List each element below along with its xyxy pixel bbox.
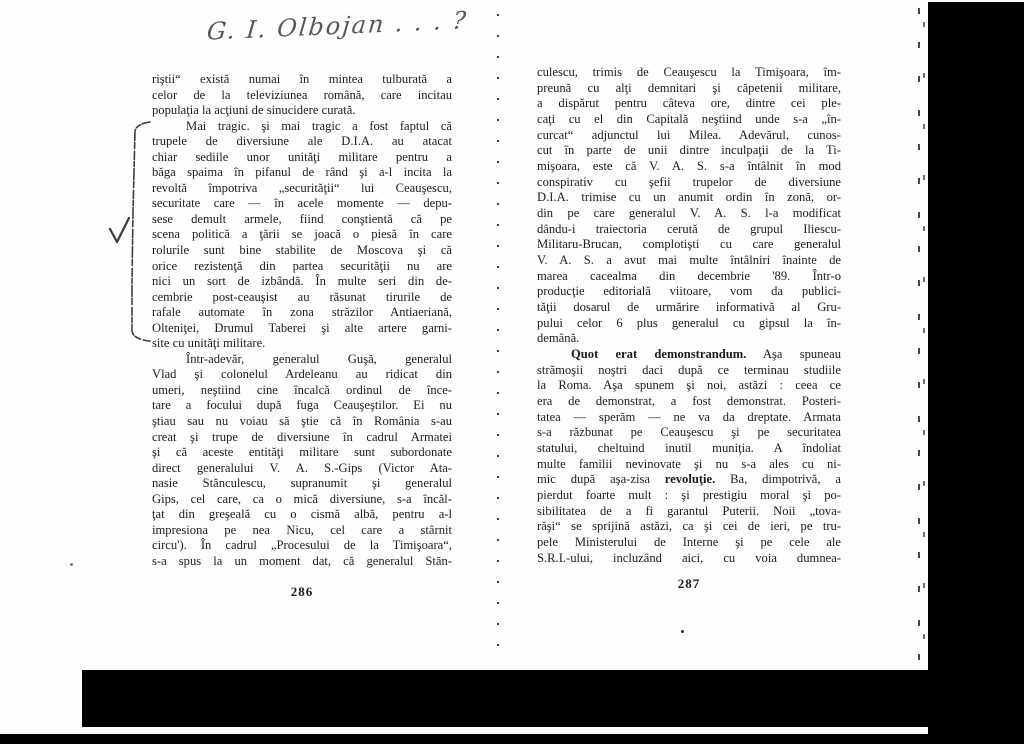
text-line: pele Ministerului de Interne şi pe cele ale bbox=[537, 535, 841, 550]
handwritten-annotation: G. I. Olbojan . . . ? bbox=[205, 6, 470, 46]
text-line: culescu, trimis de Ceauşescu la Timişoara, îm- bbox=[537, 65, 841, 79]
text-line: D.I.A. trimise cu un anumit ordin în zonă, or- bbox=[537, 190, 841, 205]
text-line: la Roma. Aşa spunem şi noi, astăzi : ceea ce bbox=[537, 378, 841, 393]
text-line: pierdut foarte mult : şi prestigiu moral şi po- bbox=[537, 488, 841, 503]
text-line: revoltă împotriva „securităţii“ lui Ceauşescu, bbox=[152, 180, 452, 195]
text-line: marea cacealma din decembrie '89. Într-o bbox=[537, 268, 841, 283]
text-line: Vlad şi colonelul Ardeleanu au ridicat din bbox=[152, 367, 452, 382]
text-line: V. A. S. a avut mai multe întâlniri înainte de bbox=[537, 253, 841, 268]
scanner-black-edge-right bbox=[928, 2, 1024, 744]
text-line: Militaru-Brucan, complotişti cu care generalul bbox=[537, 237, 841, 252]
right-page-text bbox=[537, 65, 841, 567]
text-line: circu'). În cadrul „Procesului de la Timişoara“, bbox=[152, 538, 452, 553]
text-line: impresiona pe nea Nicu, cel care a stârnit bbox=[152, 522, 452, 537]
text-line: producţie editorială viitoare, vom da publici- bbox=[537, 284, 841, 299]
scan-speck bbox=[70, 563, 73, 566]
text-line: statului, cheltuind inutil muniţia. A îndoliat bbox=[537, 441, 841, 456]
text-line: s-a spus la un moment dat, că generalul Stăn- bbox=[152, 553, 452, 568]
text-line: tăţii dosarul de urmărire informativă al Gru- bbox=[537, 300, 841, 315]
text-line: celor de la televiziunea română, care incitau bbox=[152, 87, 452, 102]
text-segment: Ba, dimpotrivă, a bbox=[715, 472, 841, 487]
left-page-number: 286 bbox=[290, 584, 314, 599]
text-line: multe familii nevinovate şi nu s-a ales cu ni- bbox=[537, 456, 841, 471]
text-line: rafale automate în zona străzilor Antiaeriană, bbox=[152, 305, 452, 320]
text-line: pului celor 6 plus generalul cu gipsul la în- bbox=[537, 315, 841, 330]
text-line: Gips, cel care, ca o mică diversiune, s-a încăl- bbox=[152, 491, 452, 506]
text-line: dându-i traiectoria cerută de grupul Iliescu- bbox=[537, 221, 841, 236]
text-line: sese demult armele, fiind conştientă că pe bbox=[152, 211, 452, 226]
text-line: scena politică a ţării se joacă o piesă în care bbox=[152, 227, 452, 242]
text-line: Olteniţei, Drumul Taberei şi alte artere garni- bbox=[152, 320, 452, 335]
text-line: cembrie post-ceauşist au răsunat tirurile de bbox=[152, 289, 452, 304]
text-line: s-a răzbunat pe Ceauşescu şi pe securitatea bbox=[537, 425, 841, 440]
text-line: site cu unităţi militare. bbox=[152, 336, 266, 351]
text-line: nasie Stănculescu, supranumit şi generalul bbox=[152, 476, 452, 491]
scanner-black-bar-bottom-edge bbox=[0, 734, 1024, 744]
text-line: mişoara, este că V. A. S. s-a întâlnit în mod bbox=[537, 159, 841, 174]
text-line: strămoşii noştri daci după ce terminau studiile bbox=[537, 362, 841, 377]
text-line: preună cu alţi demnitari şi căpetenii militare, bbox=[537, 80, 841, 95]
bold-text-segment: revoluţie. bbox=[664, 472, 716, 487]
page-edge-text-fragments bbox=[916, 8, 927, 664]
left-page-text bbox=[152, 72, 452, 570]
text-segment: mic după aşa-zisa bbox=[537, 472, 665, 487]
text-line: creat şi trupe de diversiune în cadrul Armatei bbox=[152, 429, 452, 444]
text-line: ştiau sau nu voiau să ştie că în România s-au bbox=[152, 414, 452, 429]
text-line: orice rezistenţă din partea securităţii nu are bbox=[152, 258, 452, 273]
text-line: umeri, neştiind cine încalcă ordinul de înce- bbox=[152, 382, 452, 397]
text-line: a dispărut pentru câteva ore, dintre cei ple- bbox=[537, 96, 841, 111]
fold-dotted-line bbox=[497, 14, 499, 664]
text-line: Într-adevăr, generalul Guşă, generalul bbox=[186, 351, 452, 366]
text-line: cut în parte de unii dintre inculpaţii de la Ti- bbox=[537, 143, 841, 158]
text-line: trupele de diversiune ale D.I.A. au atacat bbox=[152, 134, 452, 149]
text-line: din pe care generalul V. A. S. l-a modificat bbox=[537, 206, 841, 221]
right-page-number: 287 bbox=[677, 576, 701, 591]
text-line: caţi cu el din Capitală neştiind unde s-a „în- bbox=[537, 112, 841, 127]
text-line bbox=[537, 347, 841, 363]
text-line: securitate care — în acele momente — depu- bbox=[152, 196, 452, 211]
bold-text-segment: Quot erat demonstrandum. bbox=[571, 347, 747, 362]
text-line: populaţia la acţiuni de sinucidere curată. bbox=[152, 103, 356, 118]
text-line: demână. bbox=[537, 331, 580, 346]
text-line: direct generalului V. A. S.-Gips (Victor Ata- bbox=[152, 460, 452, 475]
scanner-black-band-bottom bbox=[82, 670, 1024, 727]
text-line bbox=[537, 472, 841, 488]
text-line: răşi“ se sprijină astăzi, ca şi cei de ieri, pe tru- bbox=[537, 519, 841, 534]
margin-bracket-mark bbox=[132, 122, 150, 341]
scan-speck bbox=[681, 630, 684, 633]
text-line: Mai tragic. şi mai tragic a fost faptul că bbox=[186, 118, 452, 133]
text-line: chiar sediile unor unităţi militare pentru a bbox=[152, 149, 452, 164]
text-line: rolurile sunt bine stabilite de Moscova şi că bbox=[152, 243, 452, 258]
text-line: sibilitatea de a fi garantul Puterii. Noii „tova- bbox=[537, 503, 841, 518]
checkmark-mark bbox=[110, 218, 129, 242]
text-line: tatea — sperăm — ne va da dreptate. Armata bbox=[537, 409, 841, 424]
text-line: S.R.I.-ului, incluzând aici, cu voia dumnea- bbox=[537, 550, 841, 565]
text-line: ţat din greşeală cu o cismă albă, pentru a-l bbox=[152, 507, 452, 522]
text-line: conspirativ cu şefii trupelor de diversiune bbox=[537, 174, 841, 189]
text-line: curcat“ adjunctul lui Milea. Adevărul, cunos- bbox=[537, 127, 841, 142]
text-line: şi că aceste entităţi militare sunt subordonate bbox=[152, 445, 452, 460]
text-segment: Aşa spuneau bbox=[746, 347, 841, 362]
text-line: tare a focului după fuga Ceauşeştilor. Ei nu bbox=[152, 398, 452, 413]
text-line: nici un sort de izbândă. În multe seri din de- bbox=[152, 274, 452, 289]
text-line: băga spaima în pifanul de rând şi a-l incita la bbox=[152, 165, 452, 180]
text-line: riştii“ există numai în mintea tulburată a bbox=[152, 72, 452, 86]
text-line: era de demonstrat, a fost demonstrat. Posteri- bbox=[537, 394, 841, 409]
